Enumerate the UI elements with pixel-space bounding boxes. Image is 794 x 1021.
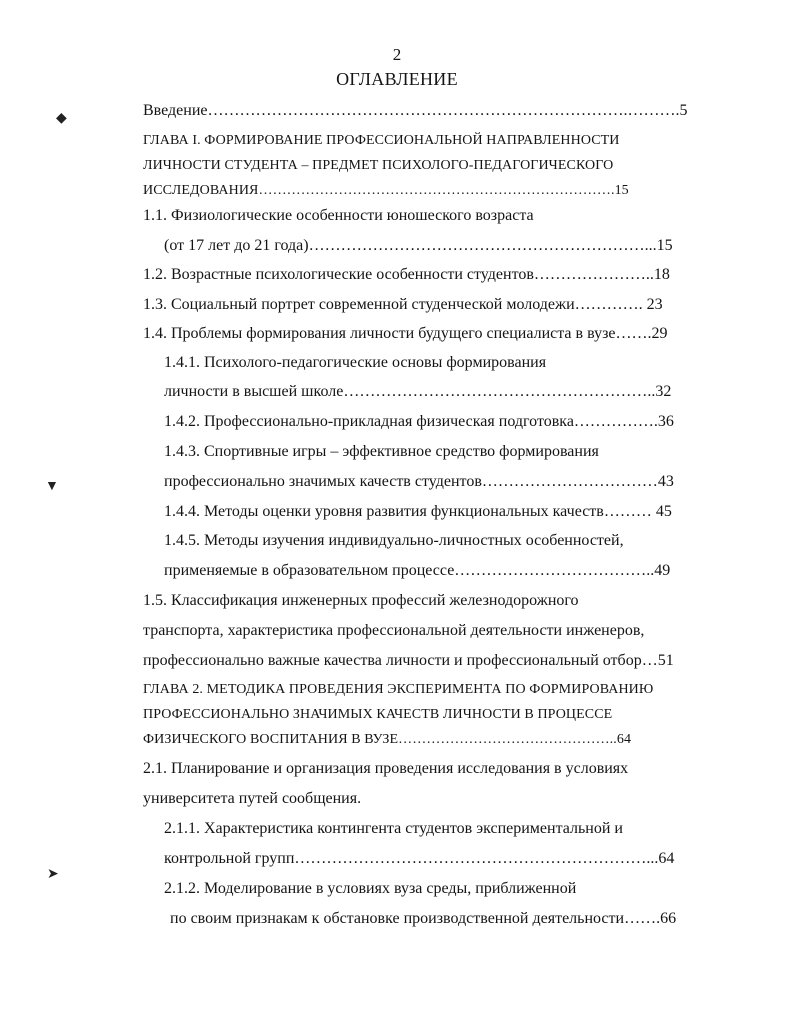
- toc-section-1-4-5-line-1: 1.4.5. Методы изучения индивидуально-личностных особенностей,: [164, 532, 624, 549]
- toc-section-1-5-line-3: профессионально важные качества личности и профессиональный отбор…51: [143, 652, 674, 669]
- toc-section-1-1-line-1: 1.1. Физиологические особенности юношеского возраста: [143, 207, 534, 224]
- toc-chapter-1-line-1: ГЛАВА I. ФОРМИРОВАНИЕ ПРОФЕССИОНАЛЬНОЙ НАПРАВЛЕННОСТИ: [143, 133, 620, 148]
- toc-entry-intro: Введение…………………………………………………………………….……….5: [143, 102, 688, 119]
- toc-section-1-4-1-line-2: личности в высшей школе…………………………………………………..32: [164, 383, 672, 400]
- toc-section-1-2: 1.2. Возрастные психологические особенности студентов…………………..18: [143, 266, 670, 283]
- toc-section-1-4-5-line-2: применяемые в образовательном процессе………………………………..49: [164, 562, 671, 579]
- toc-section-1-1-line-2: (от 17 лет до 21 года)………………………………………………………...15: [164, 237, 673, 254]
- binding-hole-mark: ➤: [47, 867, 59, 882]
- toc-section-1-4-4: 1.4.4. Методы оценки уровня развития функциональных качеств……… 45: [164, 503, 672, 520]
- toc-section-2-1-line-1: 2.1. Планирование и организация проведения исследования в условиях: [143, 760, 629, 777]
- toc-section-1-4: 1.4. Проблемы формирования личности будущего специалиста в вузе…….29: [143, 325, 668, 342]
- binding-hole-mark: ▼: [45, 479, 59, 494]
- toc-section-2-1-2-line-2: по своим признакам к обстановке производственной деятельности…….66: [170, 910, 677, 927]
- toc-section-2-1-1-line-2: контрольной групп…………………………………………………………...64: [164, 850, 675, 867]
- toc-section-1-4-2: 1.4.2. Профессионально-прикладная физическая подготовка…………….36: [164, 413, 674, 430]
- toc-chapter-2-line-1: ГЛАВА 2. МЕТОДИКА ПРОВЕДЕНИЯ ЭКСПЕРИМЕНТА ПО ФОРМИРОВАНИЮ: [143, 682, 654, 697]
- toc-section-1-4-3-line-2: профессионально значимых качеств студентов……………………………43: [164, 473, 674, 490]
- toc-section-1-5-line-1: 1.5. Классификация инженерных профессий железнодорожного: [143, 592, 579, 609]
- toc-chapter-2-line-2: ПРОФЕССИОНАЛЬНО ЗНАЧИМЫХ КАЧЕСТВ ЛИЧНОСТИ В ПРОЦЕССЕ: [143, 707, 613, 722]
- toc-chapter-1-line-2: ЛИЧНОСТИ СТУДЕНТА – ПРЕДМЕТ ПСИХОЛОГО-ПЕДАГОГИЧЕСКОГО: [143, 158, 614, 173]
- toc-chapter-1-line-3: ИССЛЕДОВАНИЯ………………………………………………………………….15: [143, 183, 629, 198]
- toc-section-1-5-line-2: транспорта, характеристика профессиональной деятельности инженеров,: [143, 622, 645, 639]
- toc-section-1-3: 1.3. Социальный портрет современной студенческой молодежи…………. 23: [143, 296, 663, 313]
- toc-section-2-1-2-line-1: 2.1.2. Моделирование в условиях вуза среды, приближенной: [164, 880, 577, 897]
- binding-hole-mark: ◆: [56, 111, 67, 126]
- page-title: ОГЛАВЛЕНИЕ: [336, 69, 458, 89]
- toc-section-1-4-1-line-1: 1.4.1. Психолого-педагогические основы формирования: [164, 354, 547, 371]
- page-number: 2: [392, 45, 402, 64]
- toc-chapter-2-line-3: ФИЗИЧЕСКОГО ВОСПИТАНИЯ В ВУЗЕ………………………………………..64: [143, 732, 632, 747]
- toc-section-1-4-3-line-1: 1.4.3. Спортивные игры – эффективное средство формирования: [164, 443, 599, 460]
- toc-section-2-1-1-line-1: 2.1.1. Характеристика контингента студентов экспериментальной и: [164, 820, 623, 837]
- toc-section-2-1-line-2: университета путей сообщения.: [143, 790, 362, 807]
